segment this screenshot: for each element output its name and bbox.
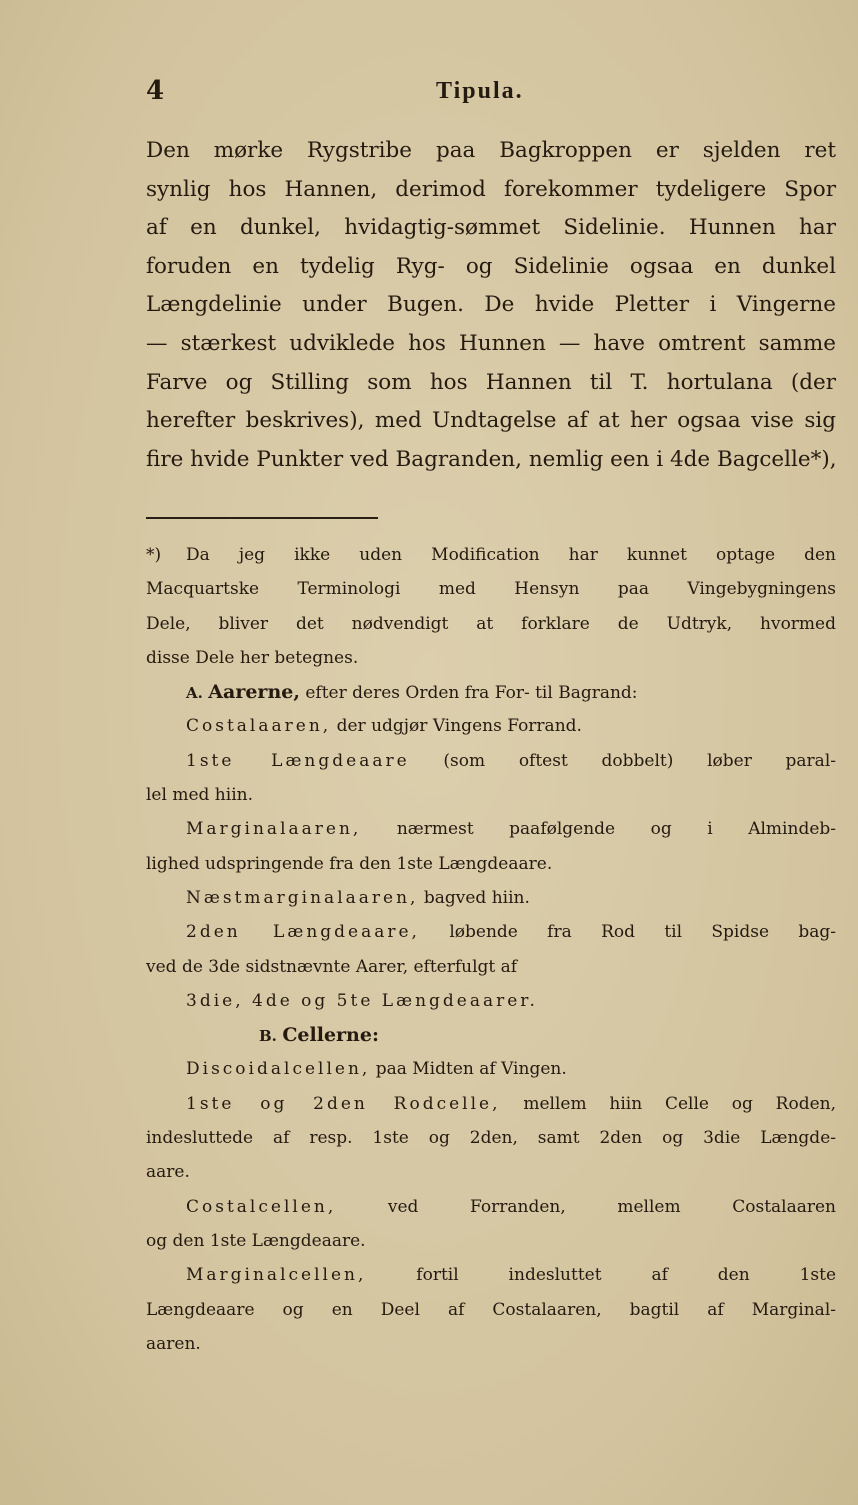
section-title: Cellerne: [282, 1024, 379, 1047]
section-title: Aarerne, [208, 681, 300, 704]
term-continuation: indesluttede af resp. 1ste og 2den, samt 2den og 3die Længde- [146, 1128, 836, 1149]
term-text: fortil indesluttet af den 1ste [416, 1265, 837, 1286]
body-line: — stærkest udviklede hos Hunnen — have omtrent samme [146, 330, 836, 356]
footnote-separator [146, 517, 378, 519]
term-text: løbende fra Rod til Spidse bag- [449, 922, 837, 943]
term: 1ste og 2den Rodcelle, [186, 1093, 501, 1114]
term-entry [146, 1190, 836, 1224]
term: Discoidalcellen, [186, 1059, 371, 1080]
term: 2den Længdeaare, [186, 922, 420, 943]
term-entry [146, 984, 836, 1018]
term-entry [146, 744, 836, 778]
footnote [146, 538, 836, 1361]
term: Costalcellen, [186, 1196, 337, 1217]
term-continuation: lighed udspringende fra den 1ste Længdeaare. [146, 853, 553, 874]
term-continuation: og den 1ste Længdeaare. [146, 1230, 366, 1251]
term-entry [146, 709, 836, 743]
body-line: Længdelinie under Bugen. De hvide Pletter i Vingerne [146, 292, 836, 318]
section-b-heading [146, 1018, 836, 1052]
term-text: nærmest paafølgende og i Almindeb- [396, 819, 837, 840]
term: 3die, 4de og 5te Længdeaarer. [186, 990, 538, 1011]
term-text: ved Forranden, mellem Costalaaren [387, 1196, 836, 1217]
term-text: mellem hiin Celle og Roden, [523, 1093, 837, 1114]
term-entry [146, 881, 836, 915]
footnote-line: Macquartske Terminologi med Hensyn paa Vingebygningens [146, 579, 836, 600]
term-entry [146, 1258, 836, 1292]
footnote-line: Dele, bliver det nødvendigt at forklare de Udtryk, hvormed [146, 613, 836, 634]
term: Marginalcellen, [186, 1265, 367, 1286]
term: Marginalaaren, [186, 819, 362, 840]
term-continuation: aaren. [146, 1333, 201, 1354]
term-entry [146, 812, 836, 846]
term: 1ste Længdeaare [186, 750, 410, 771]
term-continuation: Længdeaare og en Deel af Costalaaren, bagtil af Marginal- [146, 1299, 836, 1320]
term-text: paa Midten af Vingen. [375, 1059, 567, 1080]
term-entry [146, 1087, 836, 1121]
term-entry [146, 1052, 836, 1086]
body-line: foruden en tydelig Ryg- og Sidelinie ogsaa en dunkel [146, 253, 836, 279]
body-line: af en dunkel, hvidagtig-sømmet Sidelinie. Hunnen har [146, 215, 836, 241]
section-letter: B. [259, 1027, 277, 1046]
body-line: synlig hos Hannen, derimod forekommer tydeligere Spor [146, 176, 836, 202]
body-line: herefter beskrives), med Undtagelse af at her ogsaa vise sig [146, 408, 836, 434]
page-header [146, 76, 836, 116]
body-line: Den mørke Rygstribe paa Bagkroppen er sjelden ret [146, 138, 836, 163]
body-line: fire hvide Punkter ved Bagranden, nemlig een i 4de Bagcelle*), [146, 446, 837, 472]
term-continuation: ved de 3de sidstnævnte Aarer, efterfulgt af [146, 956, 518, 977]
term-text: (som oftest dobbelt) løber paral- [443, 750, 836, 771]
running-head: Tipula. [436, 78, 524, 104]
term-continuation: aare. [146, 1162, 190, 1183]
body-line: Farve og Stilling som hos Hannen til T. hortulana (der [146, 369, 836, 395]
term-continuation: lel med hiin. [146, 785, 253, 806]
term-entry [146, 915, 836, 949]
footnote-line: Da jeg ikke uden Modification har kunnet optage den [186, 545, 836, 565]
page-number: 4 [146, 76, 165, 106]
footnote-marker: *) [146, 545, 162, 565]
term: Costalaaren, [186, 716, 332, 737]
main-text [146, 132, 836, 479]
term-text: der udgjør Vingens Forrand. [336, 716, 582, 737]
section-a-heading [146, 675, 836, 709]
section-subtitle: efter deres Orden fra For- til Bagrand: [305, 683, 638, 704]
term: Næstmarginalaaren, [186, 887, 419, 908]
footnote-line: disse Dele her betegnes. [146, 647, 359, 668]
section-letter: A. [186, 684, 203, 703]
term-text: bagved hiin. [423, 887, 530, 908]
